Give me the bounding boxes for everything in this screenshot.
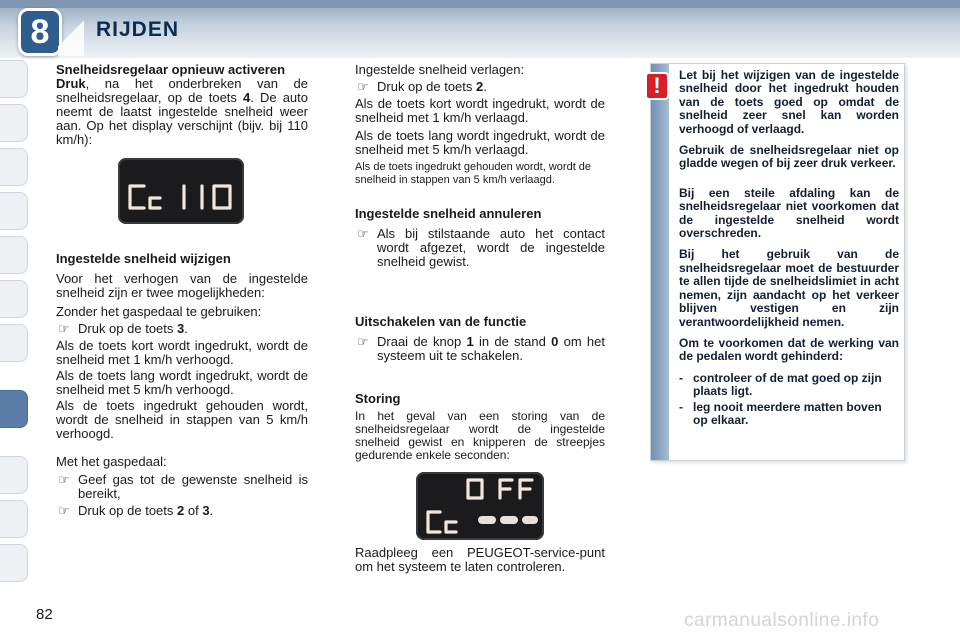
disable-post: om het systeem uit te schakelen. [377,334,605,363]
fault-heading: Storing [355,391,401,406]
with-pedal: Met het gaspedaal: [56,454,167,469]
seg-c-upper [130,186,144,208]
fault-dash-3 [522,516,538,524]
display-cruise-fault [416,472,544,540]
side-tab-8-active[interactable] [0,390,28,428]
display-cruise-fault-graphic [416,472,544,540]
activate-text-b: . De auto neemt de laatst ingestelde snelheid weer aan. Op het display verschijnt (bijv. bij 110 km/h): [56,90,308,147]
press3-key: 3 [177,321,185,336]
cancel-text: Als bij stilstaande auto het contact wordt afgezet, wordt de ingestelde snelheid gewist. [377,226,605,269]
short-press-up: Als de toets kort wordt ingedrukt, wordt de snelheid met 1 km/h verhoogd. [56,338,308,367]
middle-column-disable [355,315,605,366]
side-tab-4[interactable] [0,192,28,230]
warning-body [679,69,899,429]
warning-box [650,63,905,461]
lower-intro: Ingestelde snelheid verlagen: [355,62,525,77]
disable-heading: Uitschakelen van de functie [355,314,527,329]
press23-key-a: 2 [177,503,185,518]
side-tab-10[interactable] [0,500,28,538]
change-intro: Voor het verhogen van de ingestelde snelheid zijn er twee mogelijkheden: [56,271,308,300]
side-tab-5[interactable] [0,236,28,274]
warning-p3: Bij een steile afdaling kan de snelheidsregelaar niet voorkomen dat de ingestelde snelheid wordt overschreden. [679,185,899,241]
disable-mid: in de stand [473,334,552,349]
display-cruise-110-graphic [118,158,244,224]
activate-heading: Snelheidsregelaar opnieuw activeren [56,62,286,77]
bullet-cancel [355,227,605,269]
chapter-side-tabs [0,60,30,580]
pointing-hand-icon: ☞ [58,321,70,336]
accelerate-text: Geef gas tot de gewenste snelheid is bereikt, [78,472,308,501]
exclamation-icon: ! [645,72,669,100]
pointing-hand-icon: ☞ [58,472,70,487]
disable-key-a: 1 [466,334,474,349]
activate-paragraph [56,77,308,147]
header-tab-corner [58,10,84,56]
press23-mid: of [184,503,203,518]
warning-p4: Bij het gebruik van de snelheidsregelaar moet de bestuurder te allen tijde de snelheidslimiet in acht nemen, zijn aandacht op het verkeer blijven vestigen en zijn verantwoordelijkheid nemen. [679,247,899,329]
disable-key-b: 0 [551,334,559,349]
without-pedal: Zonder het gaspedaal te gebruiken: [56,304,262,319]
side-tab-2[interactable] [0,104,28,142]
press2-post: . [483,79,487,94]
fault-dash-1 [478,516,496,524]
seg-c-lower [150,198,160,208]
warning-dash-1-text: controleer of de mat goed op zijn plaats ligt. [693,370,882,399]
warning-p1: Let bij het wijzigen van de ingestelde snelheid door het ingedrukt houden van de toets goed op omdat de snelheid zeer snel kan worden verhoogd of verlaagd. [679,68,899,136]
warning-p5: Om te voorkomen dat de werking van de pedalen wordt gehinderd: [679,335,899,364]
activate-bold: Druk [56,76,86,91]
disable-pre: Draai de knop [377,334,467,349]
dash-glyph: - [679,399,683,414]
page-header [0,0,960,58]
side-tab-11[interactable] [0,544,28,582]
side-tab-9[interactable] [0,456,28,494]
bullet-disable [355,335,605,363]
activate-key: 4 [243,90,251,105]
watermark: carmanualsonline.info [684,610,880,631]
warning-p2: Gebruik de snelheidsregelaar niet op gladde wegen of bij zeer druk verkeer. [679,143,899,171]
press23-pre: Druk op de toets [78,503,177,518]
side-tab-3[interactable] [0,148,28,186]
fault-dash-2 [500,516,518,524]
seg-o [468,480,482,498]
pointing-hand-icon: ☞ [357,79,369,94]
chapter-badge [18,8,62,56]
pointing-hand-icon: ☞ [58,503,70,518]
long-press-up: Als de toets lang wordt ingedrukt, wordt de snelheid met 5 km/h verhoogd. [56,368,308,397]
press23-post: . [209,503,214,518]
consult-text: Raadpleeg een PEUGEOT-service-punt om het systeem te laten controleren. [355,545,605,574]
middle-column-fault [355,392,605,467]
activate-text-a: , na het onderbreken van de snelheidsregelaar, op de toets [56,76,308,105]
side-tab-7[interactable] [0,324,28,362]
press3-pre: Druk op de toets [78,321,177,336]
press23-key-b: 3 [202,503,210,518]
long-press-down: Als de toets lang wordt ingedrukt, wordt de snelheid met 5 km/h verlaagd. [355,128,605,157]
pointing-hand-icon: ☞ [357,226,369,241]
change-heading: Ingestelde snelheid wijzigen [56,251,231,266]
seg-f1 [500,480,512,498]
cancel-heading: Ingestelde snelheid annuleren [355,206,542,221]
side-tab-1[interactable] [0,60,28,98]
middle-column-consult [355,546,605,579]
press2-key: 2 [476,79,484,94]
left-column-lower [56,252,308,521]
warning-stripe [651,64,669,460]
warning-dash-2 [679,401,899,428]
seg-f2 [520,480,532,498]
bullet-press-3 [56,322,308,336]
seg-digit-0 [214,186,230,208]
bullet-press-2-3 [56,504,308,518]
warning-dash-1 [679,372,899,399]
left-column [56,63,308,152]
chapter-title: RIJDEN [96,18,180,41]
chapter-number: 8 [30,13,50,51]
fault-text: In het geval van een storing van de snelheidsregelaar wordt de ingestelde snelheid gewist en knipperen de streepjes gedurende enkele seconden: [355,409,605,462]
seg-c-upper-2 [428,512,440,532]
middle-column [355,63,605,272]
dash-glyph: - [679,370,683,385]
held-press-down: Als de toets ingedrukt gehouden wordt, wordt de snelheid in stappen van 5 km/h verlaagd. [355,161,592,186]
page-number: 82 [36,606,53,623]
display1-text: 110 [181,220,183,221]
bullet-accelerate [56,473,308,501]
warning-dash-2-text: leg nooit meerdere matten boven op elkaar. [693,399,882,427]
press2-pre: Druk op de toets [377,79,476,94]
press3-post: . [184,321,188,336]
side-tab-6[interactable] [0,280,28,318]
display-cruise-110 [118,158,244,224]
pointing-hand-icon: ☞ [357,334,369,349]
seg-c-lower-2 [446,522,456,532]
bullet-press-2 [355,80,605,94]
short-press-down: Als de toets kort wordt ingedrukt, wordt de snelheid met 1 km/h verlaagd. [355,96,605,125]
header-top-bar [0,0,960,8]
held-press-up: Als de toets ingedrukt gehouden wordt, wordt de snelheid in stappen van 5 km/h verhoogd. [56,398,308,441]
